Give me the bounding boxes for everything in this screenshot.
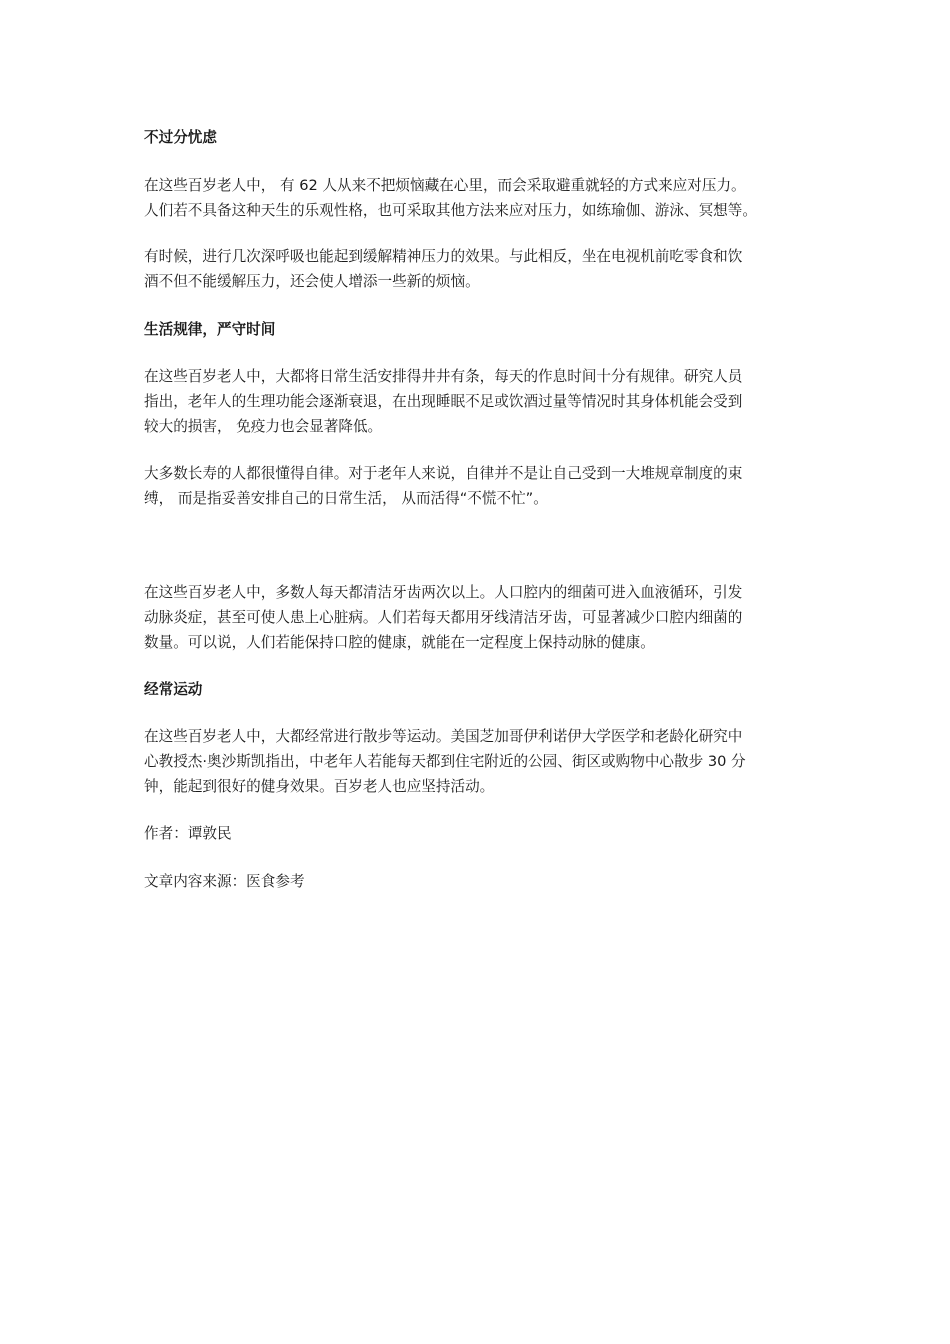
paragraph-daily-routine xyxy=(144,364,814,439)
text-line: 指出，老年人的生理功能会逐渐衰退，在出现睡眠不足或饮酒过量等情况时其身体机能会受到 xyxy=(144,393,743,410)
text-line: 心教授杰·奥沙斯凯指出，中老年人若能每天都到住宅附近的公园、街区或购物中心散步 30 分 xyxy=(144,753,746,770)
author-line: 作者：谭敦民 xyxy=(144,825,232,842)
paragraph-oral-health xyxy=(144,580,814,655)
text-line: 在这些百岁老人中， 有 62 人从来不把烦恼藏在心里，而会采取避重就轻的方式来应对压力。 xyxy=(144,177,746,194)
paragraph-walking xyxy=(144,724,814,799)
text-line: 人们若不具备这种天生的乐观性格，也可采取其他方法来应对压力，如练瑜伽、游泳、冥想等。 xyxy=(144,202,757,219)
paragraph-self-discipline xyxy=(144,461,814,511)
text-line: 酒不但不能缓解压力，还会使人增添一些新的烦恼。 xyxy=(144,273,480,290)
paragraph-stress-coping xyxy=(144,173,814,223)
text-line: 动脉炎症，甚至可使人患上心脏病。人们若每天都用牙线清洁牙齿，可显著减少口腔内细菌的 xyxy=(144,609,743,626)
text-line: 较大的损害， 免疫力也会显著降低。 xyxy=(144,418,383,435)
section-heading-worry: 不过分忧虑 xyxy=(144,129,217,146)
text-line: 在这些百岁老人中，大都经常进行散步等运动。美国芝加哥伊利诺伊大学医学和老龄化研究中 xyxy=(144,728,743,745)
text-line: 在这些百岁老人中，大都将日常生活安排得井井有条，每天的作息时间十分有规律。研究人员 xyxy=(144,368,743,385)
text-line: 大多数长寿的人都很懂得自律。对于老年人来说，自律并不是让自己受到一大堆规章制度的束 xyxy=(144,465,743,482)
section-heading-exercise: 经常运动 xyxy=(144,681,203,698)
text-line: 有时候，进行几次深呼吸也能起到缓解精神压力的效果。与此相反，坐在电视机前吃零食和饮 xyxy=(144,248,743,265)
text-line: 钟，能起到很好的健身效果。百岁老人也应坚持活动。 xyxy=(144,778,495,795)
text-line: 缚， 而是指妥善安排自己的日常生活， 从而活得“不慌不忙”。 xyxy=(144,490,548,507)
source-line: 文章内容来源：医食参考 xyxy=(144,873,305,890)
section-heading-regular-life: 生活规律，严守时间 xyxy=(144,321,276,338)
text-line: 数量。可以说，人们若能保持口腔的健康，就能在一定程度上保持动脉的健康。 xyxy=(144,634,655,651)
text-line: 在这些百岁老人中，多数人每天都清洁牙齿两次以上。人口腔内的细菌可进入血液循环，引发 xyxy=(144,584,743,601)
paragraph-deep-breathing xyxy=(144,244,814,294)
